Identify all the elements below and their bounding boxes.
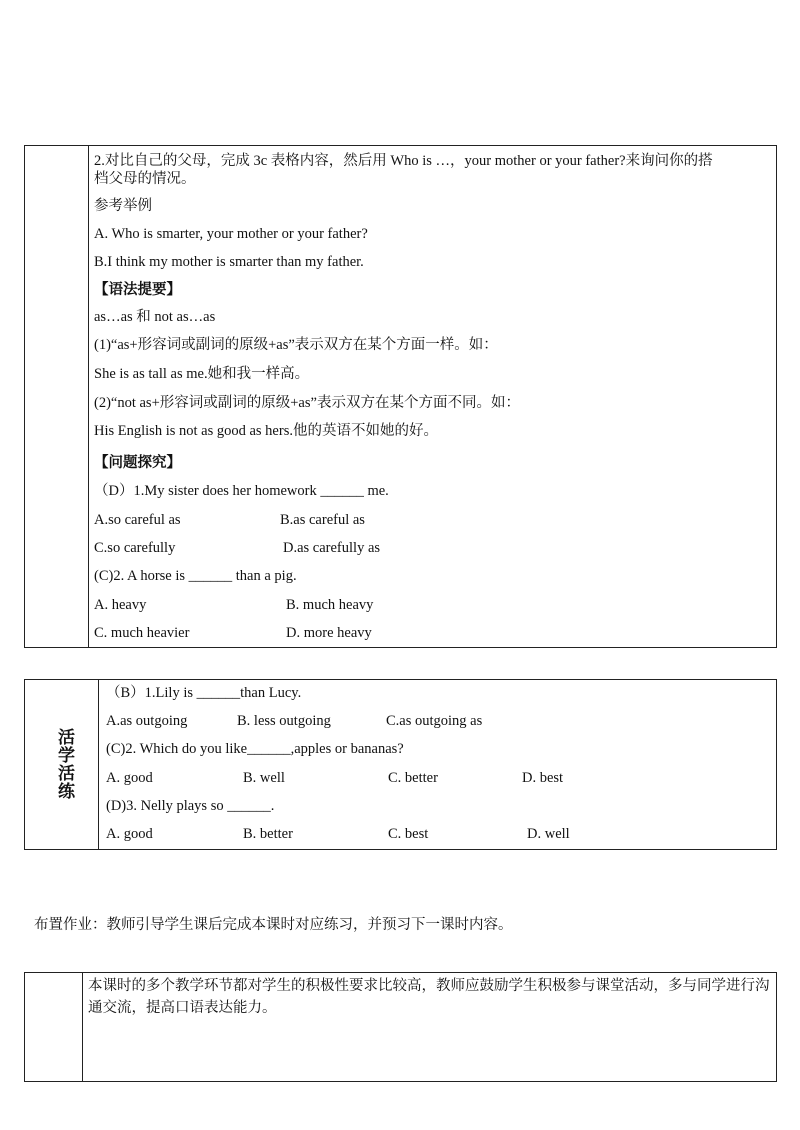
question-2-option-c: C. much heavier [94, 625, 190, 641]
practice-q3-option-c: C. best [388, 826, 429, 842]
example-a: A. Who is smarter, your mother or your father? [94, 226, 368, 242]
section1-table [24, 145, 777, 648]
grammar-rule-1: (1)“as+形容词或副词的原级+as”表示双方在某个方面一样。如： [94, 337, 498, 353]
practice-q1-option-a: A.as outgoing [106, 713, 188, 729]
practice-q3-option-b: B. better [243, 826, 293, 842]
reflection-label-cell [25, 973, 83, 1081]
practice-q1-option-b: B. less outgoing [237, 713, 331, 729]
question-1-option-c: C.so carefully [94, 540, 176, 556]
practice-label: 活学活练 [54, 728, 74, 800]
question-1-option-a: A.so careful as [94, 512, 181, 528]
question-2: (C)2. A horse is ______ than a pig. [94, 568, 297, 584]
grammar-title: as…as 和 not as…as [94, 309, 216, 325]
question-1-option-b: B.as careful as [280, 512, 365, 528]
task-line-1: 2.对比自己的父母，完成 3c 表格内容，然后用 Who is …，your mother or your father?来询问你的搭 [94, 153, 713, 169]
practice-q3-option-d: D. well [527, 826, 570, 842]
section1-content-cell [88, 146, 776, 647]
practice-q2-option-b: B. well [243, 770, 285, 786]
practice-q2-option-a: A. good [106, 770, 153, 786]
practice-question-1: （B）1.Lily is ______than Lucy. [106, 685, 302, 701]
section1-label-cell [25, 146, 89, 647]
grammar-heading: 【语法提要】 [94, 282, 181, 298]
inquiry-heading: 【问题探究】 [94, 455, 181, 471]
question-2-option-a: A. heavy [94, 597, 147, 613]
homework-text: 布置作业：教师引导学生课后完成本课时对应练习，并预习下一课时内容。 [34, 917, 513, 933]
grammar-rule-2-example: His English is not as good as hers.他的英语不如她的好。 [94, 423, 438, 439]
practice-q2-option-d: D. best [522, 770, 564, 786]
reflection-table [24, 972, 777, 1082]
example-b: B.I think my mother is smarter than my father. [94, 254, 364, 270]
question-2-option-d: D. more heavy [286, 625, 372, 641]
question-1: （D）1.My sister does her homework ______ me. [94, 483, 389, 499]
section2-content-cell [98, 680, 776, 849]
practice-question-2: (C)2. Which do you like______,apples or bananas? [106, 741, 404, 757]
section2-table [24, 679, 777, 850]
practice-q1-option-c: C.as outgoing as [386, 713, 483, 729]
reflection-text: 本课时的多个教学环节都对学生的积极性要求比较高，教师应鼓励学生积极参与课堂活动，多与同学进行沟通交流，提高口语表达能力。 [88, 978, 770, 1016]
practice-q2-option-c: C. better [388, 770, 438, 786]
grammar-rule-2: (2)“not as+形容词或副词的原级+as”表示双方在某个方面不同。如： [94, 395, 520, 411]
practice-q3-option-a: A. good [106, 826, 153, 842]
question-1-option-d: D.as carefully as [283, 540, 381, 556]
practice-question-3: (D)3. Nelly plays so ______. [106, 798, 275, 814]
task-line-2: 档父母的情况。 [94, 171, 196, 187]
reflection-content-cell [82, 973, 776, 1081]
section2-label-cell [25, 680, 99, 849]
question-2-option-b: B. much heavy [286, 597, 374, 613]
grammar-rule-1-example: She is as tall as me.她和我一样高。 [94, 366, 310, 382]
reference-label: 参考举例 [94, 198, 152, 214]
